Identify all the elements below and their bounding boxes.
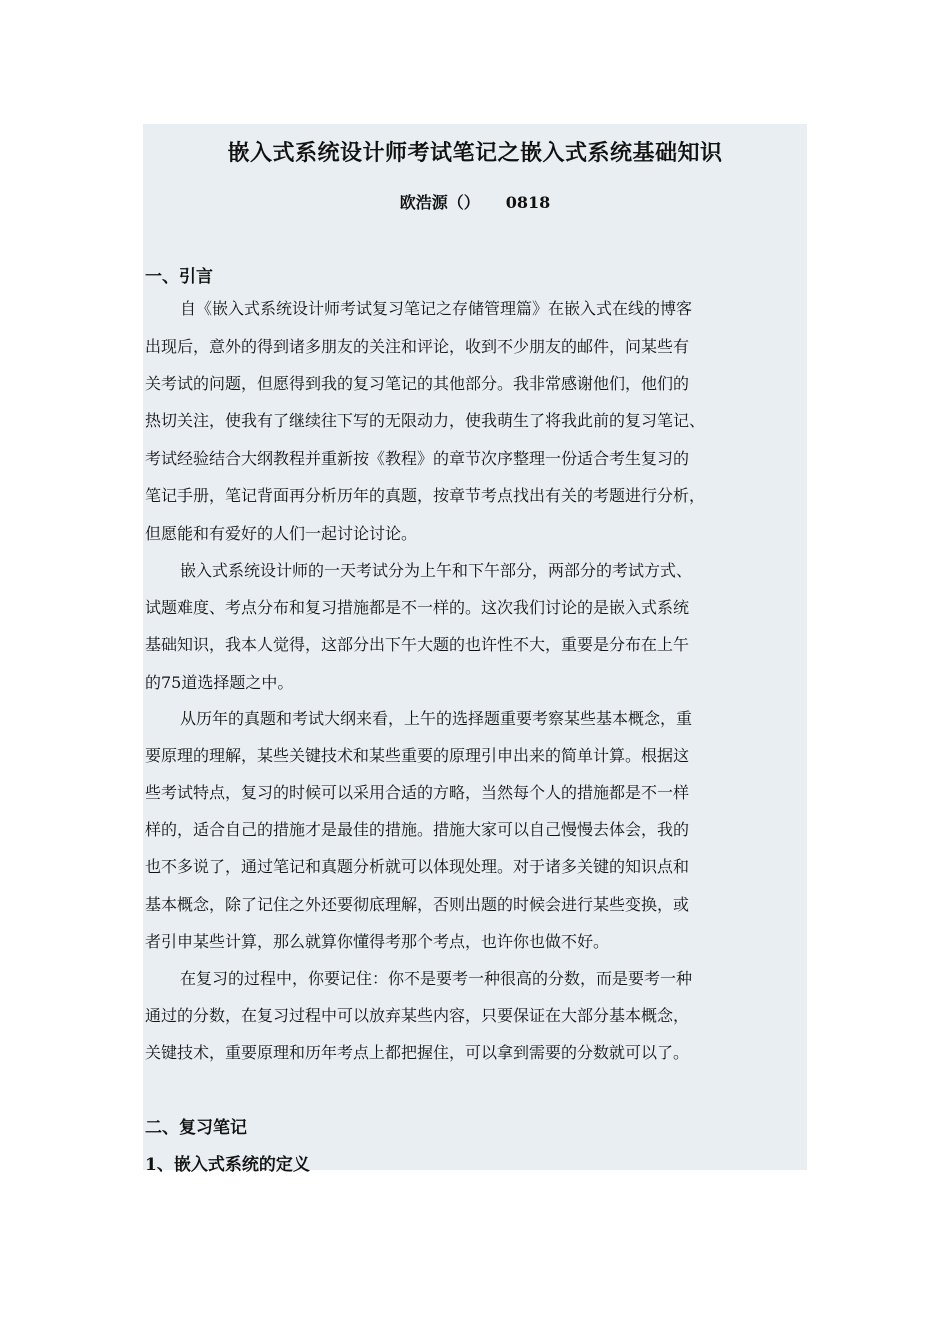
- paragraph-line: 些考试特点，复习的时候可以采用合适的方略，当然每个人的措施都是不一样: [145, 783, 690, 802]
- paragraph-line: 样的，适合自己的措施才是最佳的措施。措施大家可以自己慢慢去体会，我的: [145, 820, 690, 839]
- paragraph-line: 基础知识，我本人觉得，这部分出下午大题的也许性不大，重要是分布在上午: [145, 635, 690, 654]
- paragraph-line: 也不多说了，通过笔记和真题分析就可以体现处理。对于诸多关键的知识点和: [145, 857, 690, 876]
- subsection-heading-definition: 1、嵌入式系统的定义: [145, 1155, 310, 1175]
- paragraph-line: 自《嵌入式系统设计师考试复习笔记之存储管理篇》在嵌入式在线的博客: [180, 299, 693, 318]
- paragraph-line: 要原理的理解，某些关键技术和某些重要的原理引申出来的简单计算。根据这: [145, 746, 690, 765]
- paragraph-line: 者引申某些计算，那么就算你懂得考那个考点，也许你也做不好。: [145, 932, 610, 951]
- paragraph-line: 热切关注，使我有了继续往下写的无限动力，使我萌生了将我此前的复习笔记、: [145, 411, 706, 430]
- document-date: 0818: [505, 193, 551, 212]
- section-heading-intro: 一、引言: [145, 267, 213, 287]
- paragraph-line: 基本概念，除了记住之外还要彻底理解，否则出题的时候会进行某些变换，或: [145, 895, 690, 914]
- paragraph-line: 从历年的真题和考试大纲来看，上午的选择题重要考察某些基本概念，重: [180, 709, 693, 728]
- paragraph-line: 在复习的过程中，你要记住：你不是要考一种很高的分数，而是要考一种: [180, 969, 693, 988]
- paragraph-line: 关考试的问题，但愿得到我的复习笔记的其他部分。我非常感谢他们，他们的: [145, 374, 690, 393]
- paragraph-line: 的75道选择题之中。: [145, 673, 294, 692]
- document-title: 嵌入式系统设计师考试笔记之嵌入式系统基础知识: [227, 140, 723, 166]
- paragraph-line: 通过的分数，在复习过程中可以放弃某些内容，只要保证在大部分基本概念，: [145, 1006, 690, 1025]
- author-name: 欧浩源（）: [399, 193, 480, 212]
- section-heading-notes: 二、复习笔记: [145, 1118, 247, 1138]
- paragraph-line: 试题难度、考点分布和复习措施都是不一样的。这次我们讨论的是嵌入式系统: [145, 598, 690, 617]
- paragraph-line: 嵌入式系统设计师的一天考试分为上午和下午部分，两部分的考试方式、: [180, 561, 693, 580]
- paragraph-line: 考试经验结合大纲教程并重新按《教程》的章节次序整理一份适合考生复习的: [145, 449, 690, 468]
- paragraph-line: 但愿能和有爱好的人们一起讨论讨论。: [145, 524, 418, 543]
- paragraph-line: 关键技术，重要原理和历年考点上都把握住，可以拿到需要的分数就可以了。: [145, 1043, 690, 1062]
- paragraph-line: 笔记手册，笔记背面再分析历年的真题，按章节考点找出有关的考题进行分析，: [145, 486, 706, 505]
- paragraph-line: 出现后，意外的得到诸多朋友的关注和评论，收到不少朋友的邮件，问某些有: [145, 337, 690, 356]
- author-line: [143, 190, 807, 213]
